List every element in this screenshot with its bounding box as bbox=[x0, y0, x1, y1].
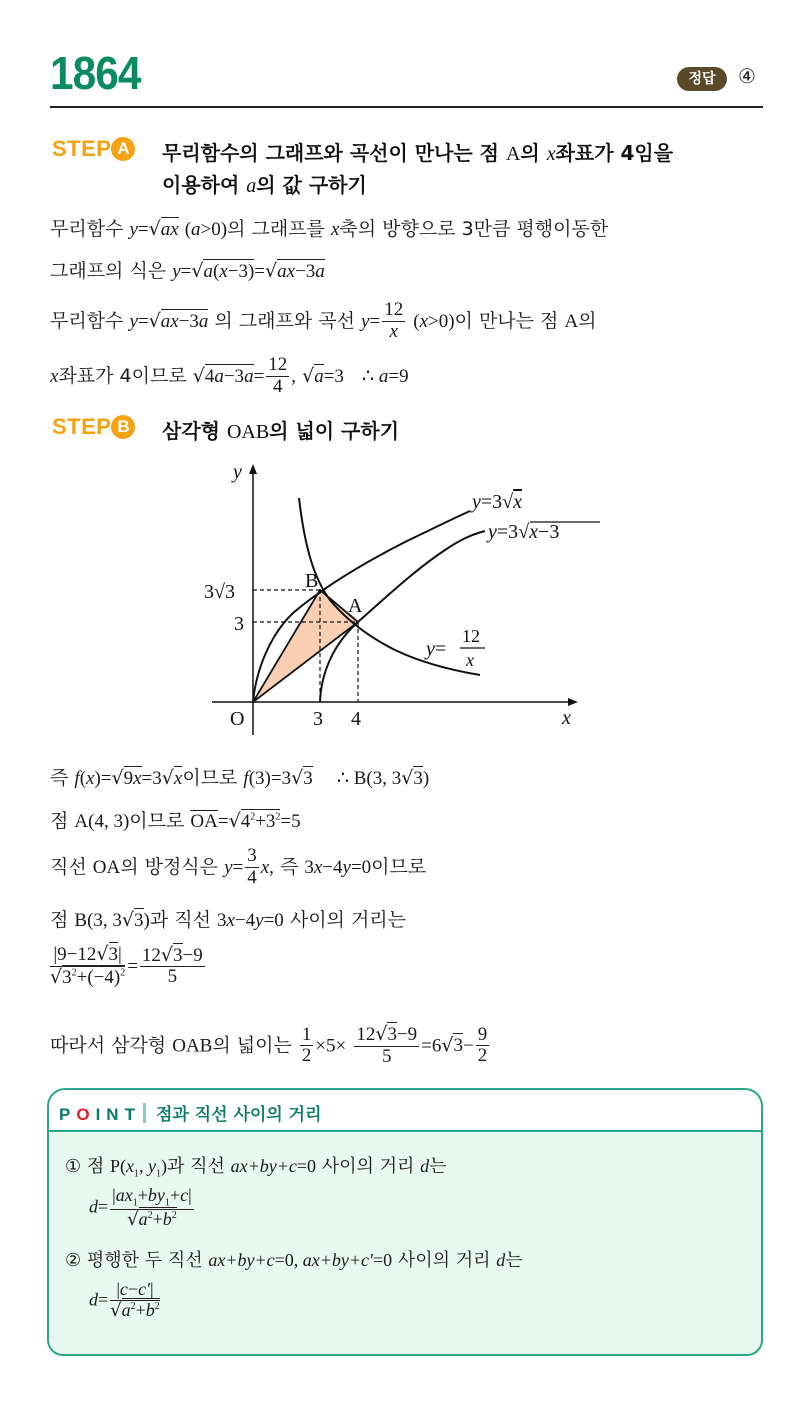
step-b-letter-icon: B bbox=[111, 415, 135, 439]
problem-number: 1864 bbox=[50, 47, 141, 99]
svg-text:y: y bbox=[233, 461, 242, 483]
point-label: POINT bbox=[59, 1105, 141, 1124]
svg-text:3: 3 bbox=[234, 613, 244, 635]
step-a-letter-icon: A bbox=[111, 137, 135, 161]
point-item-1: ① 점 $P(x_1$, $y_1$)과 직선 ax+by+c=0 사이의 거리 d는 bbox=[65, 1156, 447, 1180]
step-b-line-1: 즉 f(x)=√9x=3√x이므로 f(3)=3√3 ∴ B(3, 3√3) bbox=[50, 767, 430, 789]
answer-value: ④ bbox=[738, 64, 756, 88]
marker-1: ① bbox=[65, 1156, 82, 1177]
step-a-line-3: 무리함수 y=√ax−3a 의 그래프와 곡선 y= $\frac{12}{x}$ (x>0)이 만나는 점 A의 bbox=[50, 299, 597, 342]
step-b-line-5: $\frac{|9-12√3|}{√3^2+(-4)^2}$ = $\frac{12√3-9}{5}$ bbox=[50, 943, 203, 988]
title-text: 무리함수의 그래프와 곡선이 만나는 점 bbox=[162, 141, 506, 165]
title-text: 의 값 구하기 bbox=[256, 173, 367, 197]
title-var-a: a bbox=[246, 175, 257, 197]
curve-12overx bbox=[299, 498, 480, 675]
step-a-label: STEP bbox=[52, 136, 112, 161]
svg-text:y=: y= bbox=[426, 638, 447, 660]
header-divider bbox=[50, 106, 763, 108]
step-a-title-line1 bbox=[162, 137, 673, 166]
title-text: 좌표가 4임을 bbox=[555, 141, 674, 165]
point-divider bbox=[143, 1103, 146, 1123]
point-item-2: ② 평행한 두 직선 ax+by+c=0, ax+by+c′=0 사이의 거리 d는 bbox=[65, 1250, 523, 1271]
step-b-line-2: 점 A(4, 3)이므로 $\overline{OA}=√4^2+3^2=5$ bbox=[50, 810, 301, 832]
title-triangle: OAB bbox=[226, 421, 270, 443]
svg-text:12: 12 bbox=[462, 626, 480, 646]
step-b-line-4: 점 B(3, 3√3)과 직선 3x−4y=0 사이의 거리는 bbox=[50, 909, 407, 931]
title-text: 의 넓이 구하기 bbox=[269, 419, 400, 443]
svg-text:3: 3 bbox=[313, 708, 323, 730]
function-graph bbox=[190, 450, 610, 740]
marker-2: ② bbox=[65, 1250, 82, 1271]
title-point-a: A bbox=[505, 143, 521, 165]
svg-text:y=3√x−3: y=3√x−3 bbox=[488, 521, 560, 543]
step-b-line-6: 따라서 삼각형 OAB의 넓이는 $\frac{1}{2}$ ×5× $\frac{12√3-9}{5}$ =6√3− $\frac{9}{2}$ bbox=[50, 1023, 488, 1067]
step-b-line-3: 직선 OA의 방정식은 y= $\frac{3}{4}$ x, 즉 3x−4y=0이므로 bbox=[50, 845, 427, 888]
point-body bbox=[47, 1130, 763, 1356]
answer-badge: 정답 bbox=[677, 67, 727, 91]
point-header bbox=[47, 1088, 763, 1132]
svg-text:3√3: 3√3 bbox=[204, 581, 235, 603]
step-b-title bbox=[162, 415, 399, 444]
svg-text:A: A bbox=[348, 595, 363, 617]
point-box bbox=[47, 1088, 761, 1356]
step-a-line-1: 무리함수 y=√ax (a>0)의 그래프를 x축의 방향으로 3만큼 평행이동한 bbox=[50, 218, 609, 240]
step-b-label: STEP bbox=[52, 414, 112, 439]
svg-text:x: x bbox=[562, 707, 571, 729]
title-text: 삼각형 bbox=[162, 419, 227, 443]
svg-text:4: 4 bbox=[351, 708, 361, 730]
svg-text:O: O bbox=[230, 708, 245, 730]
step-b-badge bbox=[52, 414, 135, 440]
step-a-line-2: 그래프의 식은 y=√a(x−3)=√ax−3a bbox=[50, 260, 325, 282]
svg-text:x: x bbox=[466, 650, 474, 670]
point-formula-2: d= $\frac{|c-c'|}{√a^2+b^2}$ bbox=[89, 1279, 160, 1321]
point-title: 점과 직선 사이의 거리 bbox=[155, 1105, 322, 1125]
step-a-title-line2 bbox=[162, 169, 367, 198]
title-text: 이용하여 bbox=[162, 173, 247, 197]
step-a-line-4: x좌표가 4이므로 √4a−3a= $\frac{12}{4}$ , √a=3 ∴ a=9 bbox=[50, 354, 409, 397]
step-a-badge bbox=[52, 136, 135, 162]
point-formula-1: d= $\frac{|ax_1+by_1+c|}{√a^2+b^2}$ bbox=[89, 1185, 192, 1230]
title-text: 의 bbox=[520, 141, 547, 165]
title-var-x: x bbox=[546, 143, 556, 165]
svg-text:B: B bbox=[305, 570, 319, 592]
svg-text:y=3√x: y=3√x bbox=[472, 491, 523, 513]
